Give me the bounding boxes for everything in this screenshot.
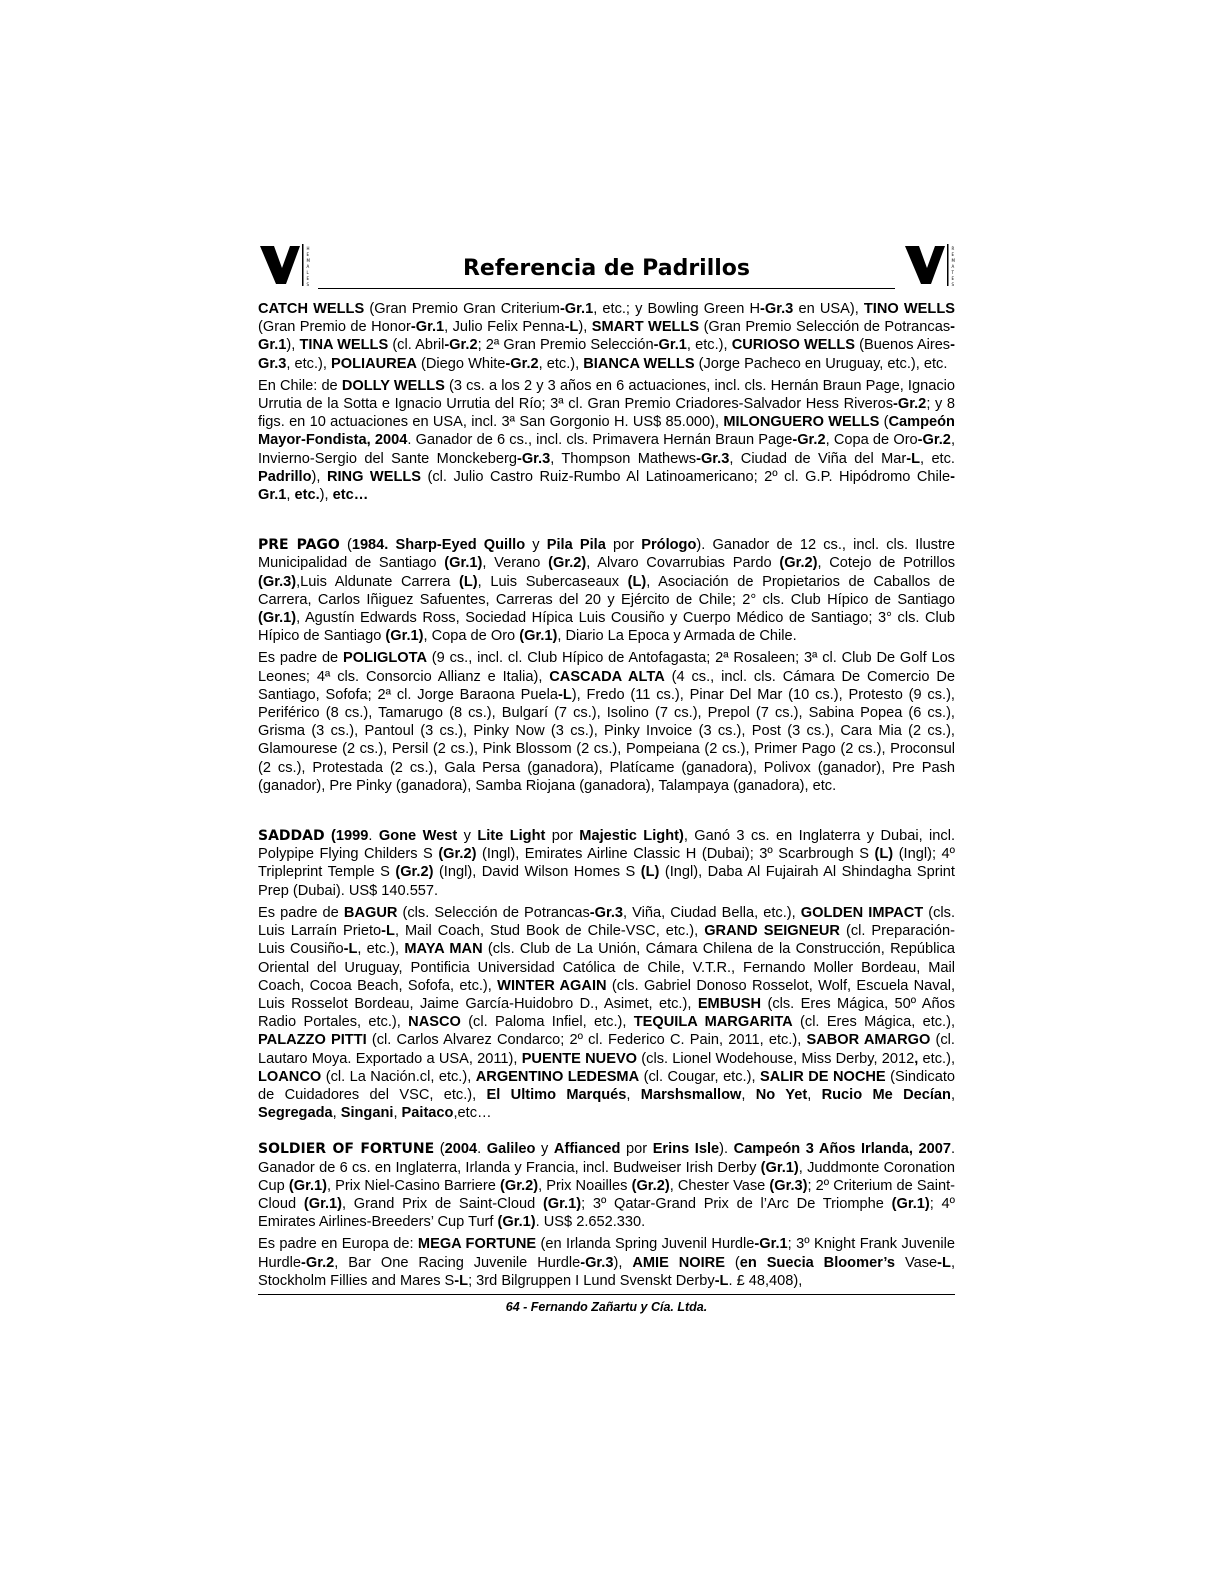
haras-logo-left <box>258 242 310 288</box>
text-run: ). Ganador de 12 cs., incl. cls. Ilustre Municipalidad de Santiago <box>258 537 956 572</box>
text-run: , etc.), <box>686 337 732 354</box>
text-run: . Ganador de 6 cs., incl. cls. Primavera Hernán Braun Page <box>407 432 793 449</box>
text-run: . £ 48,408), <box>728 1272 803 1289</box>
text-run: , etc.), <box>286 355 332 372</box>
bold-text-run: -Gr.2 <box>917 432 951 449</box>
bold-text-run: NASCO <box>408 1014 461 1031</box>
bold-text-run: SALIR DE NOCHE <box>759 1068 886 1085</box>
svg-text:S: S <box>306 282 310 287</box>
bold-text-run: MILONGUERO WELLS <box>723 414 880 431</box>
text-run: , etc.), <box>357 941 405 958</box>
text-run: ,etc… <box>453 1105 492 1122</box>
bold-text-run: WINTER AGAIN <box>497 977 607 994</box>
bold-text-run: (L) <box>627 573 647 590</box>
bold-text-run: (Gr.1) <box>497 1214 536 1231</box>
text-run: , Viña, Ciudad Bella, etc.), <box>623 904 801 921</box>
text-run: , Prix Niel-Casino Barriere <box>327 1177 500 1194</box>
text-run: (cls. Gabriel Donoso Rosselot, Wolf, Escuela Naval, Luis Rosselot Bordeau, Jaime García-Huidobro D., Asimet, etc.), <box>258 977 956 1012</box>
bold-text-run: (Gr.1) <box>288 1177 328 1194</box>
bold-text-run: -L <box>454 1272 469 1289</box>
text-run: ), <box>613 1254 633 1271</box>
text-run: , Thompson Mathews <box>550 450 697 467</box>
text-run: , <box>286 487 295 504</box>
svg-text:H: H <box>306 246 310 251</box>
entry-paragraph <box>258 827 955 900</box>
text-run: ; 3rd Bilgruppen I Lund Svenskt Derby <box>468 1272 715 1289</box>
bold-text-run: Affianced <box>553 1141 621 1158</box>
bold-text-run: -Gr.3 <box>760 301 794 317</box>
text-run: , Copa de Oro <box>423 628 520 645</box>
text-run: . <box>477 1141 487 1158</box>
bold-text-run: PUENTE NUEVO <box>521 1050 638 1067</box>
bold-text-run: Rucio Me Decían <box>821 1086 951 1103</box>
text-run: , Invierno-Sergio del Sante Monckeberg <box>258 432 955 467</box>
text-run: , <box>807 1086 822 1103</box>
bold-text-run: (Gr.3) <box>769 1177 808 1194</box>
entry-paragraph <box>258 377 955 504</box>
text-run: (cl. Eres Mágica, etc.), <box>792 1014 956 1031</box>
entry-paragraph <box>258 300 955 373</box>
bold-text-run: TINA WELLS <box>299 337 389 354</box>
text-run: , Diario La Epoca y Armada de Chile. <box>557 628 797 645</box>
text-run: (cls. Club de La Unión, Cámara Chilena de la Construcción, República Oriental del Uruguay, Pontificia Universidad Católica de Chile, V.T.R., Fernando Moller Bordeau, Mail Coach, Cocoa Beach, Sofofa, etc.), <box>258 941 955 994</box>
text-run: . Ganador de 6 cs. en Inglaterra, Irlanda y Francia, incl. Budweiser Irish Derby <box>258 1141 956 1176</box>
text-run: ; 4º Emirates Airlines-Breeders’ Cup Turf <box>258 1195 955 1231</box>
bold-text-run: CATCH WELLS <box>258 301 365 317</box>
text-run: , etc.; y Bowling Green H <box>593 301 761 317</box>
bold-text-run: -L <box>564 319 579 336</box>
bold-text-run: (Gr.2) <box>548 555 587 572</box>
bold-text-run: -Gr.1 <box>258 468 955 504</box>
svg-text:M: M <box>951 258 955 263</box>
bold-text-run: Prólogo <box>641 537 697 554</box>
text-run: , etc.), <box>538 355 584 372</box>
bold-text-run: Padrillo <box>258 468 312 485</box>
text-run: y <box>535 1141 554 1158</box>
bold-text-run: , <box>914 1050 919 1067</box>
svg-text:M: M <box>306 258 310 263</box>
text-run: (9 cs., incl. cl. Club Hípico de Antofagasta; 2ª Rosaleen; 3ª cl. Club De Golf Los Leones; 4ª cls. Consorcio Allianz e Italia), <box>258 650 955 685</box>
bold-text-run: (L) <box>874 846 894 863</box>
text-run: , Asociación de Propietarios de Caballos de Carrera, Carlos Iñiguez Safuentes, Carreras del 20 y Ejército de Chile; 2° cls. Club Hípico de Santiago <box>258 573 955 608</box>
bold-text-run: 2004 <box>444 1141 478 1158</box>
text-run: ( <box>724 1254 740 1271</box>
text-run: ; 2ª Gran Premio Selección <box>477 337 654 354</box>
text-run: (cl. La Nación.cl, etc.), <box>321 1068 476 1085</box>
text-run: , Juddmonte Coronation Cup <box>258 1159 956 1194</box>
text-run: en USA), <box>793 301 864 317</box>
bold-text-run: (Gr.1) <box>303 1195 342 1212</box>
bold-text-run: -Gr.2 <box>505 355 539 372</box>
bold-text-run: RING WELLS <box>326 468 422 485</box>
bold-text-run: -L <box>557 686 572 703</box>
bold-text-run: (Gr.1) <box>891 1195 930 1212</box>
text-run: , etc. <box>920 450 955 467</box>
text-run: , Bar One Racing Juvenile Hurdle <box>334 1254 581 1271</box>
text-run: (cl. Preparación-Luis Cousiño <box>258 923 955 958</box>
text-run: ; 3º Qatar-Grand Prix de l’Arc De Triomphe <box>581 1195 892 1212</box>
svg-text:A: A <box>306 264 310 269</box>
bold-text-run: EMBUSH <box>697 995 762 1012</box>
text-run: (Ingl), Daba Al Fujairah Al Shindagha Sprint Prep (Dubai). US$ 140.557. <box>258 864 955 899</box>
text-run: (Ingl), Emirates Airline Classic H (Dubai); 3º Scarbrough S <box>476 846 875 863</box>
section-spacer <box>258 799 955 827</box>
bold-text-run: Segregada <box>258 1105 333 1122</box>
bold-text-run: Paitaco <box>401 1105 454 1122</box>
horse-name-heading: SOLDIER OF FORTUNE <box>258 1141 435 1158</box>
bold-text-run: CASCADA ALTA <box>549 668 665 685</box>
entry-paragraph <box>258 1235 955 1290</box>
bold-text-run: -Gr.1 <box>410 319 445 336</box>
text-run: ( <box>339 537 352 554</box>
text-run: , Cotejo de Potrillos <box>817 555 956 572</box>
text-run: ; 2º Criterium de Saint-Cloud <box>258 1177 956 1212</box>
text-run: (Diego White <box>416 355 506 372</box>
bold-text-run: POLIGLOTA <box>342 650 428 667</box>
text-run: por <box>620 1141 653 1158</box>
section-spacer <box>258 1126 955 1140</box>
text-run: (Gran Premio Gran Criterium <box>364 301 560 317</box>
text-run: , Ciudad de Viña del Mar <box>729 450 907 467</box>
bold-text-run: LOANCO <box>258 1068 322 1085</box>
bold-text-run: TINO WELLS <box>863 301 955 317</box>
text-run: , <box>741 1086 756 1103</box>
document-body <box>258 300 955 1290</box>
bold-text-run: ARGENTINO LEDESMA <box>475 1068 640 1085</box>
bold-text-run: (Gr.2) <box>779 555 818 572</box>
bold-text-run: (Gr.2) <box>438 846 477 863</box>
text-run: , Verano <box>482 555 549 572</box>
text-run: por <box>545 828 580 845</box>
bold-text-run: (Gr.1) <box>385 628 424 645</box>
text-run: (cl. Lautaro Moya. Exportado a USA, 2011), <box>258 1032 955 1067</box>
bold-text-run: etc. <box>294 487 320 504</box>
bold-text-run: Gone West <box>378 828 458 845</box>
bold-text-run: No Yet <box>755 1086 808 1103</box>
text-run: Es padre en Europa de: <box>258 1236 418 1253</box>
bold-text-run: Majestic Light) <box>579 828 684 845</box>
bold-text-run: DOLLY WELLS <box>341 377 445 394</box>
text-run: , Agustín Edwards Ross, Sociedad Hípica Luis Cousiño y Cuerpo Médico de Santiago; 3° cls. Club Hípico de Santiago <box>258 610 955 645</box>
text-run: (Gran Premio Selección de Potrancas <box>699 319 951 336</box>
text-run: , Prix Noailles <box>538 1177 632 1194</box>
bold-text-run: BIANCA WELLS <box>583 355 695 372</box>
text-run: ), <box>578 319 592 336</box>
bold-text-run: -Gr.2 <box>792 432 826 449</box>
text-run: y <box>457 828 478 845</box>
bold-text-run: CURIOSO WELLS <box>731 337 856 354</box>
text-run: etc.), <box>918 1050 955 1067</box>
bold-text-run: GOLDEN IMPACT <box>800 904 924 921</box>
svg-text:S: S <box>951 282 955 287</box>
text-run: , <box>393 1105 402 1122</box>
text-run: (Ingl), David Wilson Homes S <box>433 864 641 881</box>
bold-text-run: -L <box>343 941 358 958</box>
text-run: Es padre de <box>258 904 344 921</box>
text-run: , Ganó 3 cs. en Inglaterra y Dubai, incl. Polypipe Flying Childers S <box>258 828 956 863</box>
bold-text-run: -L <box>906 450 921 467</box>
text-run: , Alvaro Covarrubias Pardo <box>586 555 780 572</box>
bold-text-run: BAGUR <box>343 904 398 921</box>
bold-text-run: 1984. Sharp-Eyed Quillo <box>351 537 526 554</box>
entry-paragraph <box>258 904 955 1122</box>
bold-text-run: Campeón Mayor-Fondista, 2004 <box>258 414 955 449</box>
text-run: (Buenos Aires <box>855 337 951 354</box>
text-run: (Gran Premio de Honor <box>258 319 411 336</box>
bold-text-run: -Gr.3 <box>516 450 551 467</box>
bold-text-run: (Gr.2) <box>395 864 434 881</box>
bold-text-run: Erins Isle <box>652 1141 720 1158</box>
svg-text:R: R <box>951 246 955 251</box>
bold-text-run: (Gr.1) <box>760 1159 799 1176</box>
bold-text-run: SMART WELLS <box>591 319 700 336</box>
title-underline <box>318 288 895 289</box>
bold-text-run: (Gr.1) <box>444 555 483 572</box>
bold-text-run: (Gr.3) <box>258 573 297 590</box>
bold-text-run: MAYA MAN <box>404 941 483 958</box>
svg-text:T: T <box>951 270 954 275</box>
text-run: (cl. Abril <box>388 337 445 354</box>
text-run: (Jorge Pacheco en Uruguay, etc.), etc. <box>694 355 948 372</box>
bold-text-run: -L <box>381 923 395 940</box>
bold-text-run: -Gr.3 <box>258 337 955 372</box>
bold-text-run: -Gr.3 <box>589 904 624 921</box>
bold-text-run: -L <box>937 1254 951 1271</box>
text-run: En Chile: de <box>258 377 342 394</box>
bold-text-run: -Gr.1 <box>559 301 594 317</box>
text-run: (Ingl); 4º Tripleprint Temple S <box>258 846 955 881</box>
svg-text:E: E <box>951 252 955 257</box>
bold-text-run: Campeón 3 Años Irlanda, 2007 <box>733 1141 951 1158</box>
bold-text-run: POLIAUREA <box>331 355 417 372</box>
text-run: ( <box>434 1141 445 1158</box>
horse-name-heading: PRE PAGO <box>258 537 340 554</box>
text-run: , Luis Subercaseaux <box>477 573 628 590</box>
bold-text-run: -L <box>714 1272 729 1289</box>
text-run: Vase <box>895 1254 938 1271</box>
bold-text-run: -Gr.2 <box>444 337 478 354</box>
text-run: ,Luis Aldunate Carrera <box>296 573 460 590</box>
bold-text-run: (L) <box>459 573 478 590</box>
text-run: (cls. Selección de Potrancas <box>397 904 590 921</box>
bold-text-run: en Suecia Bloomer’s <box>739 1254 896 1271</box>
bold-text-run: -Gr.3 <box>696 450 730 467</box>
entry-paragraph <box>258 1140 955 1231</box>
text-run: (cl. Julio Castro Ruiz-Rumbo Al Latinoamericano; 2º cl. G.P. Hipódromo Chile <box>421 468 951 485</box>
bold-text-run: -Gr.3 <box>580 1254 614 1271</box>
text-run: , Chester Vase <box>669 1177 770 1194</box>
text-run: por <box>605 537 642 554</box>
text-run: , <box>950 1086 955 1103</box>
bold-text-run: SABOR AMARGO <box>806 1032 931 1049</box>
text-run: ), Fredo (11 cs.), Pinar Del Mar (10 cs.), Protesto (9 cs.), Periférico (8 cs.), Tamarugo (8 cs.), Bulgarí (7 cs.), Isolino (7 cs.), Prepol (7 cs.), Sabina Popea (6 cs.), Grisma (3 cs.), Pantoul (3 cs.), Pinky Now (3 cs.), Pinky Invoice (3 cs.), Post (3 cs.), Cara Mia (2 cs.), Glamourese (2 cs.), Persil (2 cs.), Pink Blossom (2 cs.), Pompeiana (2 cs.), Primer Pago (2 cs.), Proconsul (2 cs.), Protestada (2 cs.), Gala Persa (ganadora), Platícame (ganadora), Polivox (ganador), Pre Pash (ganador), Pre Pinky (ganadora), Samba Riojana (ganadora), Talampaya (ganadora), etc. <box>258 686 955 794</box>
bold-text-run: (Gr.1) <box>258 610 297 627</box>
bold-text-run: Pila Pila <box>546 537 606 554</box>
text-run: , Julio Felix Penna <box>444 319 565 336</box>
text-run: (cls. Lionel Wodehouse, Miss Derby, 2012 <box>637 1050 915 1067</box>
bold-text-run: Singani <box>340 1105 394 1122</box>
page-footer: 64 - Fernando Zañartu y Cía. Ltda. <box>505 1299 708 1314</box>
text-run: , Grand Prix de Saint-Cloud <box>342 1195 543 1212</box>
bold-text-run: (Gr.1) <box>519 628 558 645</box>
bold-text-run: PALAZZO PITTI <box>258 1032 367 1049</box>
bold-text-run: Lite Light <box>477 828 546 845</box>
text-run: . <box>368 828 379 845</box>
text-run: Es padre de <box>258 650 343 667</box>
text-run: (cls. Eres Mágica, 50º Años Radio Portales, etc.), <box>258 995 955 1031</box>
bold-text-run: (1999 <box>324 828 369 845</box>
footer-rule <box>258 1294 955 1295</box>
entry-paragraph <box>258 649 955 795</box>
text-run: ; 3º Knight Frank Juvenile Hurdle <box>258 1236 955 1271</box>
text-run: ), <box>311 468 327 485</box>
bold-text-run: -Gr.2 <box>301 1254 335 1271</box>
text-run: y <box>525 537 547 554</box>
page-title: Referencia de Padrillos <box>462 256 750 281</box>
bold-text-run: (Gr.2) <box>631 1177 670 1194</box>
text-run: (cl. Paloma Infiel, etc.), <box>460 1014 634 1031</box>
document-page <box>258 238 955 1314</box>
bold-text-run: -Gr.1 <box>258 319 955 354</box>
text-run: (Sindicato de Cuidadores del VSC, etc.), <box>258 1068 955 1103</box>
section-spacer <box>258 508 955 536</box>
bold-text-run: (Gr.1) <box>542 1195 582 1212</box>
text-run: , <box>332 1105 341 1122</box>
svg-text:L: L <box>306 270 309 275</box>
svg-text:A: A <box>951 264 955 269</box>
text-run: , Stockholm Fillies and Mares S <box>258 1254 955 1289</box>
text-run: , <box>626 1086 641 1103</box>
text-run: (4 cs., incl. cls. Cámara De Comercio De Santiago, Sofofa; 2ª cl. Jorge Baraona Puela <box>258 668 955 703</box>
svg-text:E: E <box>951 276 955 281</box>
text-run: , Copa de Oro <box>825 432 918 449</box>
text-run: (en Irlanda Spring Juvenil Hurdle <box>536 1236 755 1253</box>
bold-text-run: -Gr.1 <box>653 337 687 354</box>
text-run: (cl. Carlos Alvarez Condarco; 2º cl. Federico C. Pain, 2011, etc.), <box>366 1032 807 1049</box>
svg-text:E: E <box>306 276 310 281</box>
page-header <box>258 238 955 294</box>
text-run: ). <box>719 1141 734 1158</box>
bold-text-run: -Gr.1 <box>754 1236 788 1253</box>
svg-text:E: E <box>306 252 310 257</box>
text-run: ( <box>879 414 889 431</box>
bold-text-run: Galileo <box>486 1141 536 1158</box>
text-run: (cls. Luis Larraín Prieto <box>258 904 956 940</box>
text-run: . US$ 2.652.330. <box>535 1214 646 1231</box>
bold-text-run: GRAND SEIGNEUR <box>704 923 840 940</box>
text-run: ), <box>286 337 300 354</box>
bold-text-run: (L) <box>640 864 660 881</box>
bold-text-run: MEGA FORTUNE <box>417 1236 537 1253</box>
text-run: (3 cs. a los 2 y 3 años en 6 actuaciones, incl. cls. Hernán Braun Page, Ignacio Urrutia de la Sotta e Ignacio Urrutia del Río; 3ª cl. Gran Premio Criadores-Salvador Hess Riveros <box>258 377 955 413</box>
bold-text-run: El Ultimo Marqués <box>486 1086 627 1103</box>
text-run: , Mail Coach, Stud Book de Chile-VSC, etc.), <box>394 923 705 940</box>
text-run: ; y 8 figs. en 10 actuaciones en USA, incl. 3ª San Gorgonio H. US$ 85.000), <box>258 396 956 431</box>
bold-text-run: etc… <box>332 487 369 504</box>
text-run: (cl. Cougar, etc.), <box>639 1068 760 1085</box>
bold-text-run: TEQUILA MARGARITA <box>633 1014 793 1031</box>
bold-text-run: (Gr.2) <box>500 1177 539 1194</box>
entry-paragraph <box>258 536 955 645</box>
bold-text-run: Marshsmallow <box>640 1086 742 1103</box>
bold-text-run: AMIE NOIRE <box>632 1254 725 1271</box>
haras-logo-right <box>903 242 955 288</box>
text-run: ), <box>319 487 333 504</box>
horse-name-heading: SADDAD <box>258 828 325 845</box>
bold-text-run: -Gr.2 <box>893 396 927 413</box>
